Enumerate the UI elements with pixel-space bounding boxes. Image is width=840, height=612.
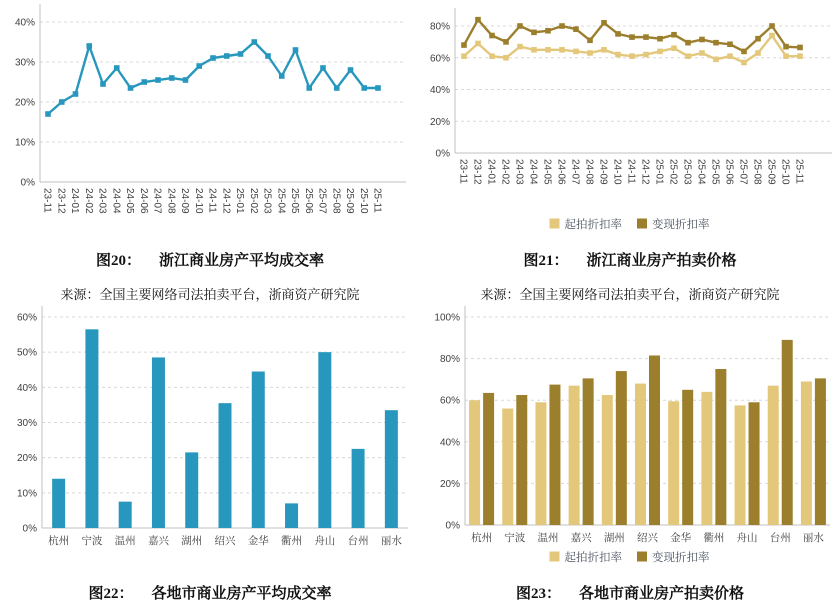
svg-text:嘉兴: 嘉兴 bbox=[570, 532, 592, 544]
top-chart-row bbox=[0, 0, 840, 245]
figure-20-caption-block bbox=[0, 245, 420, 303]
svg-text:24-03: 24-03 bbox=[513, 159, 525, 185]
svg-text:25-04: 25-04 bbox=[695, 159, 707, 185]
y-tick-labels bbox=[434, 313, 460, 532]
svg-text:舟山: 舟山 bbox=[736, 532, 758, 544]
svg-text:24-10: 24-10 bbox=[611, 159, 623, 185]
svg-text:25-10: 25-10 bbox=[779, 159, 791, 185]
svg-text:嘉兴: 嘉兴 bbox=[147, 535, 169, 547]
svg-text:湖州: 湖州 bbox=[181, 535, 203, 547]
svg-text:舟山: 舟山 bbox=[314, 535, 336, 547]
svg-text:50%: 50% bbox=[16, 347, 37, 359]
svg-text:25-06: 25-06 bbox=[302, 188, 314, 214]
x-tick-labels bbox=[42, 188, 383, 214]
y-tick-labels bbox=[17, 313, 37, 535]
bottom-caption-row bbox=[0, 570, 840, 603]
series-0-bars bbox=[52, 329, 398, 528]
svg-text:24-05: 24-05 bbox=[541, 159, 553, 185]
x-tick-labels bbox=[458, 159, 805, 185]
gridlines bbox=[40, 22, 406, 142]
svg-text:丽水: 丽水 bbox=[380, 535, 402, 547]
svg-text:20%: 20% bbox=[439, 478, 460, 490]
svg-text:杭州: 杭州 bbox=[48, 535, 70, 547]
svg-text:23-11: 23-11 bbox=[457, 159, 469, 184]
figure-22-caption-block bbox=[0, 570, 420, 603]
svg-text:60%: 60% bbox=[429, 53, 450, 65]
figure-21-caption bbox=[420, 252, 840, 270]
figure-21-source: 来源：全国主要网络司法拍卖平台，浙商资产研究院 bbox=[480, 287, 780, 302]
svg-text:40%: 40% bbox=[14, 17, 35, 29]
svg-text:温州: 温州 bbox=[114, 535, 136, 547]
legend-swatch-0 bbox=[550, 219, 560, 229]
figure-22-title: 各地市商业房产平均成交率 bbox=[151, 586, 332, 602]
svg-text:80%: 80% bbox=[429, 21, 450, 33]
svg-text:25-01: 25-01 bbox=[653, 159, 665, 185]
series-0-line bbox=[48, 42, 378, 114]
svg-text:24-01: 24-01 bbox=[69, 188, 80, 214]
svg-text:25-06: 25-06 bbox=[723, 159, 735, 185]
svg-text:24-09: 24-09 bbox=[597, 159, 609, 185]
svg-text:25-08: 25-08 bbox=[330, 188, 342, 214]
svg-text:20%: 20% bbox=[16, 453, 37, 465]
svg-text:丽水: 丽水 bbox=[802, 532, 824, 544]
chart-21-line-chart bbox=[420, 0, 840, 240]
svg-text:绍兴: 绍兴 bbox=[214, 535, 236, 547]
svg-text:杭州: 杭州 bbox=[471, 532, 493, 544]
svg-text:24-06: 24-06 bbox=[137, 188, 149, 214]
svg-text:24-07: 24-07 bbox=[151, 188, 163, 214]
svg-text:80%: 80% bbox=[439, 354, 460, 366]
svg-text:台州: 台州 bbox=[347, 535, 369, 547]
svg-text:24-12: 24-12 bbox=[220, 188, 232, 214]
svg-text:40%: 40% bbox=[16, 382, 37, 394]
svg-text:25-04: 25-04 bbox=[275, 188, 287, 214]
svg-text:25-11: 25-11 bbox=[371, 188, 383, 213]
svg-text:0%: 0% bbox=[22, 523, 37, 535]
svg-text:100%: 100% bbox=[434, 312, 460, 324]
y-tick-labels bbox=[430, 22, 450, 160]
figure-23-label: 图23： bbox=[515, 586, 561, 602]
legend bbox=[550, 550, 710, 564]
svg-text:40%: 40% bbox=[429, 85, 450, 96]
svg-text:25-05: 25-05 bbox=[709, 159, 721, 185]
svg-text:温州: 温州 bbox=[537, 532, 559, 544]
figure-20-title: 浙江商业房产平均成交率 bbox=[159, 253, 325, 269]
svg-text:24-08: 24-08 bbox=[583, 159, 595, 185]
legend-label-0: 起拍折扣率 bbox=[564, 552, 622, 564]
svg-text:24-08: 24-08 bbox=[165, 188, 177, 214]
svg-text:25-03: 25-03 bbox=[261, 188, 273, 214]
y-tick-labels bbox=[15, 18, 35, 189]
svg-text:24-05: 24-05 bbox=[124, 188, 135, 214]
figure-23-caption-block bbox=[420, 570, 840, 603]
svg-text:宁波: 宁波 bbox=[81, 535, 103, 547]
svg-text:台州: 台州 bbox=[769, 532, 791, 544]
svg-text:60%: 60% bbox=[16, 312, 37, 324]
svg-text:24-02: 24-02 bbox=[82, 188, 94, 214]
svg-text:25-10: 25-10 bbox=[357, 188, 369, 214]
svg-text:24-09: 24-09 bbox=[179, 188, 190, 214]
svg-text:金华: 金华 bbox=[247, 535, 269, 547]
svg-text:24-07: 24-07 bbox=[569, 159, 581, 185]
figure-20-caption bbox=[0, 252, 420, 270]
svg-text:24-01: 24-01 bbox=[485, 159, 497, 185]
legend-label-1: 变现折扣率 bbox=[652, 552, 710, 564]
legend-label-1: 变现折扣率 bbox=[652, 219, 710, 231]
x-tick-labels bbox=[48, 534, 402, 547]
svg-text:23-12: 23-12 bbox=[471, 159, 483, 185]
svg-text:25-09: 25-09 bbox=[344, 188, 355, 214]
x-tick-labels bbox=[471, 531, 824, 544]
legend-swatch-1 bbox=[637, 552, 647, 562]
svg-text:25-07: 25-07 bbox=[316, 188, 328, 214]
figure-21-label: 图21： bbox=[523, 253, 569, 269]
svg-text:25-01: 25-01 bbox=[234, 188, 245, 214]
svg-text:24-04: 24-04 bbox=[110, 188, 122, 214]
svg-text:25-02: 25-02 bbox=[247, 188, 259, 214]
chart-23-bar-chart bbox=[420, 303, 840, 565]
figure-22 bbox=[0, 303, 420, 570]
svg-text:24-12: 24-12 bbox=[639, 159, 651, 185]
svg-text:绍兴: 绍兴 bbox=[637, 532, 658, 544]
svg-text:25-03: 25-03 bbox=[681, 159, 693, 185]
svg-text:40%: 40% bbox=[439, 437, 460, 449]
figure-21-caption-block bbox=[420, 245, 840, 303]
svg-text:24-11: 24-11 bbox=[206, 188, 218, 213]
figure-23-title: 各地市商业房产拍卖价格 bbox=[579, 586, 745, 602]
svg-text:0%: 0% bbox=[435, 148, 450, 160]
svg-text:金华: 金华 bbox=[670, 532, 692, 544]
svg-text:衢州: 衢州 bbox=[281, 535, 303, 547]
svg-text:24-06: 24-06 bbox=[555, 159, 567, 185]
svg-text:23-12: 23-12 bbox=[55, 188, 67, 214]
svg-text:宁波: 宁波 bbox=[504, 532, 526, 544]
figure-21-title: 浙江商业房产拍卖价格 bbox=[586, 253, 737, 269]
svg-text:23-11: 23-11 bbox=[41, 188, 53, 213]
svg-text:25-08: 25-08 bbox=[751, 159, 763, 185]
figure-20-label: 图20： bbox=[95, 253, 141, 269]
svg-text:0%: 0% bbox=[20, 177, 35, 189]
figure-23-caption bbox=[420, 585, 840, 603]
figure-23 bbox=[420, 303, 840, 570]
chart-20-line-chart bbox=[0, 0, 420, 240]
figure-22-caption bbox=[0, 585, 420, 603]
legend-swatch-1 bbox=[637, 219, 647, 229]
svg-text:24-04: 24-04 bbox=[527, 159, 539, 185]
svg-text:24-11: 24-11 bbox=[625, 159, 637, 184]
bottom-chart-row bbox=[0, 303, 840, 570]
svg-text:25-02: 25-02 bbox=[667, 159, 679, 185]
legend-label-0: 起拍折扣率 bbox=[564, 219, 622, 231]
svg-text:25-05: 25-05 bbox=[289, 188, 300, 214]
svg-text:30%: 30% bbox=[16, 418, 37, 429]
svg-text:20%: 20% bbox=[14, 97, 35, 109]
svg-text:10%: 10% bbox=[16, 488, 37, 500]
figure-20-source: 来源：全国主要网络司法拍卖平台，浙商资产研究院 bbox=[60, 287, 360, 302]
chart-22-bar-chart bbox=[0, 303, 420, 565]
svg-text:25-09: 25-09 bbox=[765, 159, 777, 185]
svg-text:20%: 20% bbox=[429, 116, 450, 128]
top-caption-row bbox=[0, 245, 840, 303]
svg-text:0%: 0% bbox=[445, 520, 460, 532]
svg-text:湖州: 湖州 bbox=[603, 532, 625, 544]
figure-20 bbox=[0, 0, 420, 245]
svg-text:25-11: 25-11 bbox=[793, 159, 805, 184]
svg-text:24-10: 24-10 bbox=[192, 188, 204, 214]
svg-text:60%: 60% bbox=[439, 395, 460, 407]
figure-21 bbox=[420, 0, 840, 245]
legend bbox=[550, 217, 710, 231]
svg-text:24-02: 24-02 bbox=[499, 159, 511, 185]
svg-text:24-03: 24-03 bbox=[96, 188, 108, 214]
svg-text:30%: 30% bbox=[14, 57, 35, 69]
svg-text:25-07: 25-07 bbox=[737, 159, 749, 185]
figure-22-label: 图22： bbox=[88, 586, 134, 602]
svg-text:10%: 10% bbox=[14, 137, 35, 149]
legend-swatch-0 bbox=[550, 552, 560, 562]
svg-text:衢州: 衢州 bbox=[703, 532, 725, 544]
